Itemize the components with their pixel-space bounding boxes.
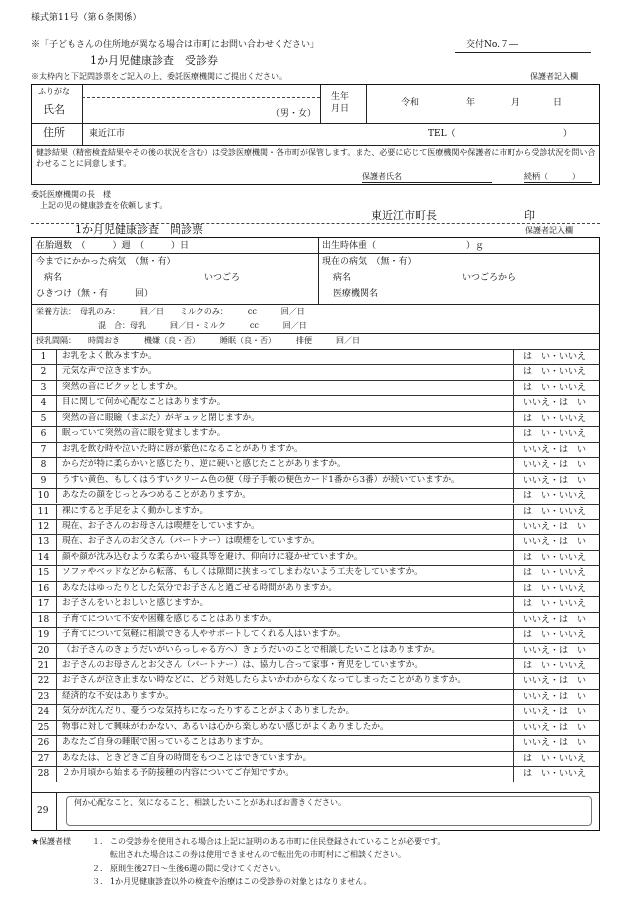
question-29-text: 何か心配なこと、気になること、相談したいことがあればお書きください。 (74, 798, 346, 807)
mayor-name: 東近江市町長 (371, 209, 437, 222)
question-row (31, 488, 600, 503)
question-text: あなたの顔をじっとみつめることがありますか。 (62, 490, 251, 501)
question-row (31, 673, 600, 688)
question-number: 7 (40, 444, 47, 455)
question-text: 現在、お子さんのお母さんは喫煙をしていますか。 (62, 520, 260, 531)
question-text: うすい黄色、もしくはうすいクリーム色の便（母子手帳の便色カード1番から3番）が続いていますか。 (62, 474, 460, 485)
birth-label-1: 生年 (331, 92, 350, 102)
consent-text: 健診結果（精密検査結果やその後の状況を含む）は受診医療機関・各市町が保管します。また、必要に応じて医療機関や保護者に市町から受診状況を問い合わせることに同意します。 (36, 148, 596, 168)
question-answer-choice[interactable]: いいえ・は い (523, 645, 587, 656)
question-29-number: 29 (37, 806, 49, 816)
question-number: 21 (37, 661, 50, 671)
guardian-fill-label: 保護者記入欄 (530, 72, 578, 81)
question-row (31, 658, 600, 673)
question-answer-choice[interactable]: は い・いいえ (523, 599, 587, 610)
question-row (31, 704, 600, 719)
question-row (31, 720, 600, 735)
question-answer-choice[interactable]: は い・いいえ (523, 630, 587, 641)
question-row (31, 596, 600, 611)
question-answer-choice[interactable]: いいえ・は い (523, 676, 587, 687)
question-answer-choice[interactable]: いいえ・は い (523, 398, 587, 409)
question-row (31, 349, 600, 364)
question-answer-choice[interactable]: いいえ・は い (523, 460, 587, 471)
question-number: 18 (37, 614, 50, 625)
question-text: ソファやベッドなどから転落、もしくは隙間に挟まってしまわないよう工夫をしていますか。 (62, 567, 423, 578)
voucher-title: 1か月児健康診査 受診券 (90, 54, 218, 67)
question-answer-choice[interactable]: は い・いいえ (523, 382, 587, 393)
question-text: （お子さんのきょうだいがいらっしゃる方へ）きょうだいのことで相談したいことはありますか。 (62, 644, 441, 655)
gestation-field[interactable]: 在胎週数 （ ）週 （ ）日 (36, 241, 190, 251)
question-number: 13 (37, 537, 50, 548)
question-number: 9 (40, 475, 47, 486)
question-row (31, 534, 600, 549)
question-number: 8 (40, 460, 47, 471)
question-text: 裸にすると手足をよく動かしますか。 (62, 505, 209, 516)
hospital-field[interactable]: 医療機関名 (333, 289, 379, 299)
question-text: ２か月頃から始まる予防接種の内容についてご存知ですか。 (62, 768, 294, 779)
question-text: 目に関して何か心配なことはありますか。 (62, 397, 226, 408)
past-disease-when[interactable]: いつごろ (204, 273, 241, 283)
question-text: 突然の音に眼瞼（まぶた）がギュッと閉じますか。 (62, 412, 260, 423)
question-text: お乳をよく飲みますか。 (62, 351, 157, 361)
footer-label: ★保護者様 (31, 837, 71, 846)
question-text: 元気な声で泣きますか。 (62, 366, 157, 377)
question-row (31, 643, 600, 658)
birth-era: 令和 (401, 98, 420, 108)
question-number: 25 (37, 722, 50, 733)
question-text: あなたは、ときどきご自身の時間をもつことはできていますか。 (62, 752, 312, 763)
footer-num-2: ２． (92, 864, 108, 873)
birth-weight-field[interactable]: 出生時体重（ ）ｇ (322, 241, 485, 251)
question-row (31, 411, 600, 426)
question-row (31, 364, 600, 379)
footer-note-1b: 転出された場合はこの券は使用できませんので転出先の市町村にご相談ください。 (110, 850, 406, 859)
question-number: 12 (37, 521, 50, 532)
question-answer-choice[interactable]: は い・いいえ (523, 413, 587, 424)
question-row (31, 442, 600, 457)
question-answer-choice[interactable]: いいえ・は い (523, 722, 587, 733)
name-label: 氏名 (43, 103, 65, 116)
request-body: 上記の児の健康診査を依頼します。 (40, 201, 168, 210)
question-answer-choice[interactable]: いいえ・は い (523, 444, 587, 455)
question-number: 1 (40, 352, 47, 362)
question-answer-choice[interactable]: は い・いいえ (523, 552, 587, 563)
question-row (31, 689, 600, 704)
question-number: 16 (37, 583, 50, 594)
question-text: あなたご自身の睡眠で困っていることはありますか。 (62, 737, 269, 748)
question-text: 経済的な不安はありますか。 (62, 690, 174, 701)
question-answer-choice[interactable]: は い・いいえ (523, 568, 587, 579)
question-row (31, 751, 600, 766)
questionnaire-title: 1か月児健康診査 問診票 (75, 223, 203, 236)
question-answer-choice[interactable]: は い・いいえ (523, 352, 587, 362)
question-answer-choice[interactable]: いいえ・は い (523, 614, 587, 625)
question-answer-choice[interactable]: は い・いいえ (523, 506, 587, 517)
question-answer-choice[interactable]: は い・いいえ (523, 661, 587, 671)
nutrition-line-1[interactable]: 栄養方法： 母乳のみ： 回／日 ミルクのみ： cc 回／日 (36, 307, 305, 316)
question-number: 20 (37, 645, 50, 656)
sex-choice[interactable]: （男・女） (271, 109, 317, 119)
question-number: 27 (37, 753, 50, 764)
question-answer-choice[interactable]: は い・いいえ (523, 769, 587, 780)
question-number: 3 (40, 382, 47, 393)
question-row (31, 766, 600, 781)
question-answer-choice[interactable]: は い・いいえ (523, 583, 587, 594)
question-row (31, 395, 600, 410)
question-text: 子育てについて気軽に相談できる人やサポートしてくれる人はいますか。 (62, 629, 346, 640)
question-row (31, 380, 600, 395)
question-row (31, 627, 600, 642)
form-number: 様式第11号（第６条関係） (31, 13, 142, 23)
footer-note-1: この受診券を使用される場合は上記に証明のある市町に住民登録されていることが必要です。 (110, 837, 446, 846)
question-number: 5 (40, 413, 47, 424)
question-answer-choice[interactable]: は い・いいえ (523, 429, 587, 440)
question-text: 突然の音にビクッとしますか。 (62, 381, 183, 392)
question-number: 15 (37, 568, 50, 579)
birth-label-2: 月日 (331, 104, 350, 114)
question-text: 子育てについて不安や困難を感じることはありますか。 (62, 613, 277, 624)
question-text: からだが特に柔らかいと感じたり、逆に硬いと感じたことがありますか。 (62, 459, 346, 470)
question-row (31, 550, 600, 565)
question-answer-choice[interactable]: は い・いいえ (523, 367, 587, 378)
footer-num-3: ３． (92, 877, 108, 886)
question-row (31, 504, 600, 519)
question-answer-choice[interactable]: いいえ・は い (523, 521, 587, 532)
birth-month[interactable]: 月 (511, 98, 521, 108)
question-text: 顔や顔が沈み込むような柔らかい寝具等を避け、仰向けに寝かせていますか。 (62, 551, 363, 562)
issue-number: 交付No.７― (466, 40, 518, 50)
address-label: 住所 (43, 126, 65, 139)
question-answer-choice[interactable]: いいえ・は い (523, 738, 587, 749)
question-row (31, 565, 600, 580)
tel-close: ） (563, 129, 573, 139)
question-text: 物事に対して興味がわかない、あるいは心から楽しめない感じがよくありましたか。 (62, 721, 389, 732)
question-answer-choice[interactable]: いいえ・は い (523, 475, 587, 486)
question-row (31, 581, 600, 596)
past-disease-name[interactable]: 病名 (44, 273, 63, 283)
footer-num-1: １． (92, 837, 108, 846)
current-illness-field[interactable]: 現在の病気 （無・有） (322, 257, 417, 267)
questionnaire-guardian-fill: 保護者記入欄 (525, 226, 573, 235)
birth-year[interactable]: 年 (466, 98, 476, 108)
question-number: 6 (40, 429, 47, 440)
question-text: 現在、お子さんのお父さん（パートナー）は喫煙をしていますか。 (62, 536, 320, 547)
question-text: 眠っていて突然の音に眼を覚ましますか。 (62, 428, 226, 439)
question-answer-choice[interactable]: は い・いいえ (523, 491, 587, 502)
question-row (31, 457, 600, 472)
tel-field[interactable]: TEL（ (428, 129, 456, 139)
question-number: 23 (37, 691, 50, 702)
past-illness-field[interactable]: 今までにかかった病気 （無・有） (36, 257, 176, 267)
question-number: 24 (37, 707, 50, 718)
question-number: 2 (40, 367, 47, 378)
question-row (31, 612, 600, 627)
nutrition-line-2[interactable]: 混 合：母乳 回／日・ミルク cc 回／日 (98, 321, 307, 330)
current-disease-since[interactable]: いつごろから (462, 273, 517, 283)
seal-mark: 印 (524, 209, 535, 222)
question-text: 気分が沈んだり、憂うつな気持ちになったりすることがよくありましたか。 (62, 706, 355, 717)
question-number: 26 (37, 738, 50, 749)
question-number: 4 (40, 398, 47, 409)
question-row (31, 426, 600, 441)
question-text: お子さんが泣き止まない時などに、どう対処したらよいかわからなくなってしまったことがありますか。 (62, 675, 466, 686)
question-answer-choice[interactable]: いいえ・は い (523, 537, 587, 548)
convulsion-field[interactable]: ひきつけ（無・有 回） (36, 289, 154, 299)
footer-note-2: 原則生後27日～生後6週の間に受けてください。 (110, 864, 286, 873)
question-text: お乳を飲む時や泣いた時に唇が紫色になることがありますか。 (62, 443, 303, 454)
question-text: お子さんのお母さんとお父さん（パートナー）は、協力し合って家事・育児をしていますか。 (62, 660, 423, 670)
question-number: 14 (37, 552, 50, 563)
question-row (31, 735, 600, 750)
request-to: 委託医療機関の長 様 (31, 190, 111, 199)
question-text: お子さんをいとおしいと感じますか。 (62, 598, 209, 609)
address-notice: ※「子どもさんの住所地が異なる場合は市町にお問い合わせください」 (31, 40, 320, 50)
question-number: 22 (37, 676, 50, 687)
footer-note-3: 1か月児健康診査以外の検査や治療はこの受診券の対象とはなりません。 (110, 877, 372, 886)
instruction-text: ※太枠内と下記問診票をご記入の上、委託医療機関にご提出ください。 (31, 72, 287, 81)
question-text: あなたはゆったりとした気分でお子さんと過ごせる時間がありますか。 (62, 582, 337, 593)
question-answer-choice[interactable]: は い・いいえ (523, 753, 587, 764)
question-answer-choice[interactable]: いいえ・は い (523, 691, 587, 702)
relation-label[interactable]: 続柄（ ） (524, 172, 580, 181)
question-number: 28 (37, 769, 50, 780)
question-row (31, 519, 600, 534)
current-disease-name[interactable]: 病名 (333, 273, 352, 283)
feeding-line[interactable]: 授乳間隔： 時間おき 機嫌（良・否） 睡眠（良・否） 排便 回／日 (36, 336, 360, 345)
question-number: 11 (37, 506, 50, 517)
question-number: 17 (37, 599, 50, 610)
question-row (31, 473, 600, 488)
question-answer-choice[interactable]: いいえ・は い (523, 707, 587, 718)
question-number: 19 (37, 630, 50, 641)
guardian-name-label: 保護者氏名 (362, 172, 402, 181)
address-city[interactable]: 東近江市 (89, 129, 126, 139)
question-number: 10 (37, 491, 50, 502)
furigana-label: ふりがな (38, 87, 70, 96)
birth-day[interactable]: 日 (553, 98, 563, 108)
